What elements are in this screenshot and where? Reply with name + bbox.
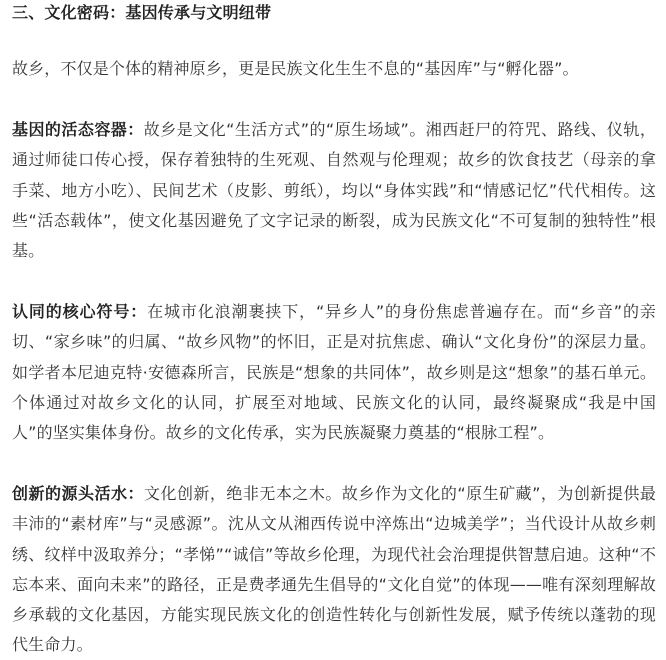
paragraph-identity-symbol [12,297,656,448]
paragraph-innovation-source [12,479,656,660]
paragraph-body: 文化创新，绝非无本之木。故乡作为文化的“原生矿藏”，为创新提供最丰沛的“素材库”与“灵感源”。沈从文从湘西传说中淬炼出“边城美学”；当代设计从故乡刺绣、纹样中汲取养分；“孝悌”“诚信”等故乡伦理，为现代社会治理提供智慧启迪。这种“不忘本来、面向未来”的路径，正是费孝通先生倡导的“文化自觉”的体现——唯有深刻理解故乡承载的文化基因，方能实现民族文化的创造性转化与创新性发展，赋予传统以蓬勃的现代生命力。 [12,484,656,655]
intro-paragraph: 故乡，不仅是个体的精神原乡，更是民族文化生生不息的“基因库”与“孵化器”。 [12,59,579,78]
article [0,2,666,660]
paragraph-body: 在城市化浪潮裹挟下，“异乡人”的身份焦虑普遍存在。而“乡音”的亲切、“家乡味”的归属、“故乡风物”的怀旧，正是对抗焦虑、确认“文化身份”的深层力量。如学者本尼迪克特·安德森所言，民族是“想象的共同体”，故乡则是这“想象”的基石单元。个体通过对故乡文化的认同，扩展至对地域、民族文化的认同，最终凝聚成“我是中国人”的坚实集体身份。故乡的文化传承，实为民族凝聚力奠基的“根脉工程”。 [12,302,656,443]
paragraph-lead: 基因的活态容器： [12,120,144,140]
paragraph-body: 故乡是文化“生活方式”的“原生场域”。湘西赶尸的符咒、路线、仪轨，通过师徒口传心授，保存着独特的生死观、自然观与伦理观；故乡的饮食技艺（母亲的拿手菜、地方小吃）、民间艺术（皮影、剪纸），均以“身体实践”和“情感记忆”代代相传。这些“活态载体”，使文化基因避免了文字记录的断裂，成为民族文化“不可复制的独特性”根基。 [12,120,657,261]
paragraph-lead: 认同的核心符号： [12,302,148,322]
paragraph-gene-container [12,115,656,266]
section-heading: 三、文化密码：基因传承与文明纽带 [12,3,272,22]
paragraph-lead: 创新的源头活水： [12,484,144,504]
